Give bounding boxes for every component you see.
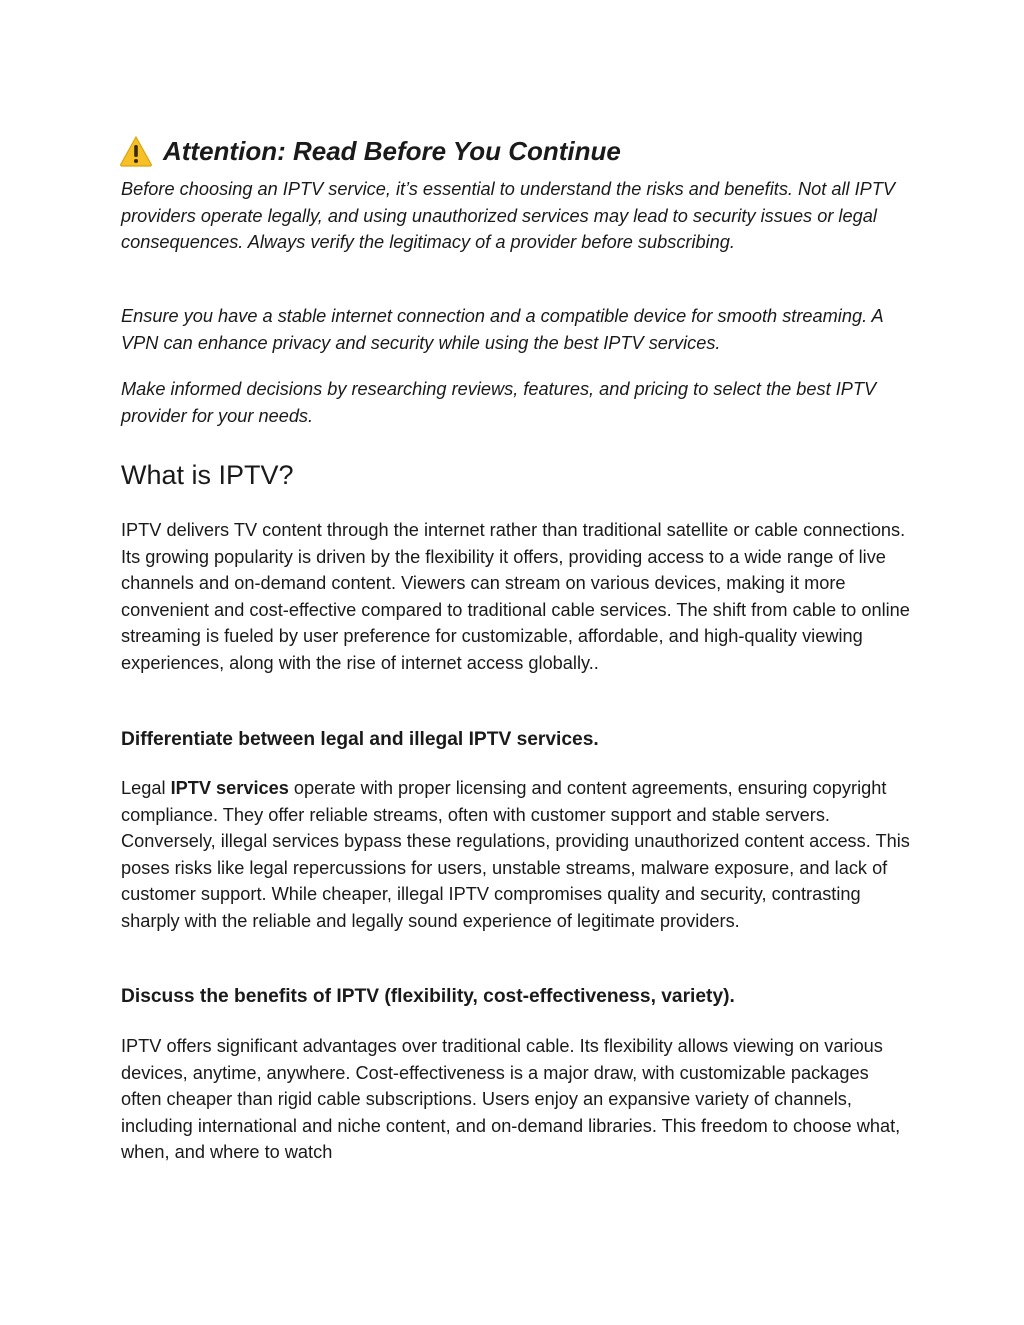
warning-icon xyxy=(119,135,153,167)
benefits-paragraph: IPTV offers significant advantages over traditional cable. Its flexibility allows viewing on various devices, anytime, anywhere. Cost-effectiveness is a major draw, with customizable packages often cheaper than rigid cable subscriptions. Users enjoy an expansive variety of channels, including international and niche content, and on-demand libraries. This freedom to choose what, when, and where to watch xyxy=(121,1036,901,1162)
what-is-iptv-paragraph: IPTV delivers TV content through the internet rather than traditional satellite or cable connections. Its growing popularity is driven by the flexibility it offers, providing access to a wide range of live channels and on-demand content. Viewers can stream on various devices, making it more convenient and cost-effective compared to traditional cable services. The shift from cable to online streaming is fueled by user preference for customizable, affordable, and high-quality viewing experiences, along with the rise of internet access globally.. xyxy=(121,520,910,673)
legal-lead-text: Legal xyxy=(121,778,171,798)
legal-illegal-heading: Differentiate between legal and illegal IPTV services. xyxy=(121,729,599,750)
attention-paragraph-2: Ensure you have a stable internet connection and a compatible device for smooth streaming. A VPN can enhance privacy and security while using the best IPTV services. xyxy=(121,306,883,353)
legal-illegal-paragraph xyxy=(121,775,911,934)
attention-heading xyxy=(119,135,621,167)
attention-paragraph-1: Before choosing an IPTV service, it’s essential to understand the risks and benefits. Not all IPTV providers operate legally, and using unauthorized services may lead to security issues or legal consequences. Always verify the legitimacy of a provider before subscribing. xyxy=(121,179,896,252)
iptv-services-bold: IPTV services xyxy=(170,778,289,798)
legal-rest-text: operate with proper licensing and content agreements, ensuring copyright compliance. They offer reliable streams, often with customer support and stable servers. Conversely, illegal services bypass these regulations, providing unauthorized content access. This poses risks like legal repercussions for users, unstable streams, malware exposure, and lack of customer support. While cheaper, illegal IPTV compromises quality and security, contrasting sharply with the reliable and legally sound experience of legitimate providers. xyxy=(121,778,910,931)
attention-title: Attention: Read Before You Continue xyxy=(163,135,621,166)
what-is-iptv-heading: What is IPTV? xyxy=(121,460,294,490)
attention-paragraph-3: Make informed decisions by researching reviews, features, and pricing to select the best IPTV provider for your needs. xyxy=(121,379,877,426)
benefits-heading: Discuss the benefits of IPTV (flexibility, cost-effectiveness, variety). xyxy=(121,986,735,1007)
